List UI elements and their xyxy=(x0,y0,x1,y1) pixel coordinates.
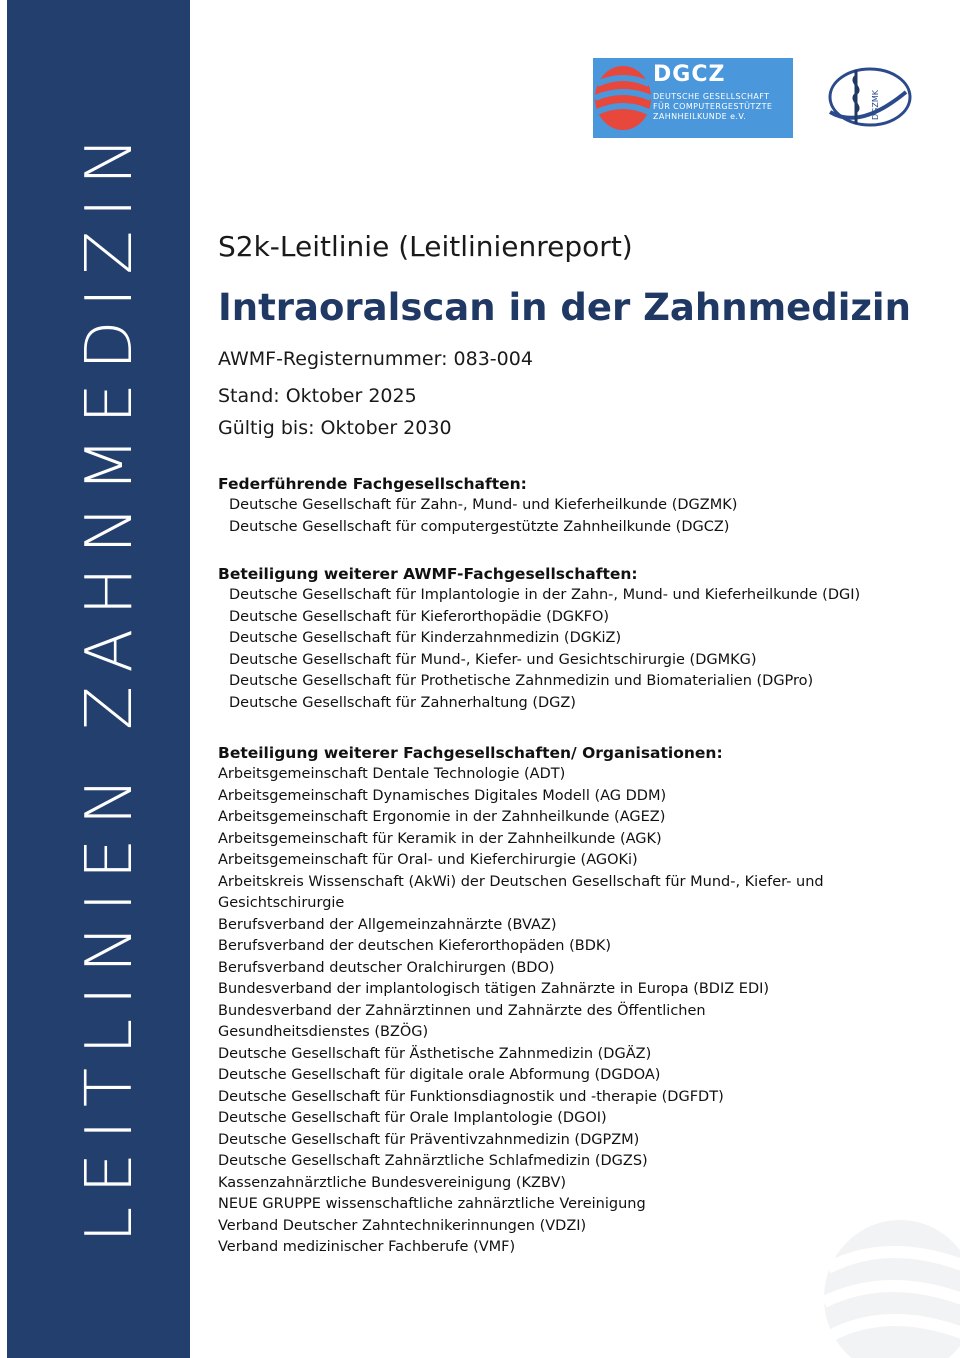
list-item: NEUE GRUPPE wissenschaftliche zahnärztliche Vereinigung xyxy=(218,1196,646,1212)
dgzmk-logo xyxy=(820,62,914,132)
document-subtitle: S2k-Leitlinie (Leitlinienreport) xyxy=(218,230,633,263)
list-item: Berufsverband der deutschen Kieferorthopäden (BDK) xyxy=(218,938,612,954)
dgcz-logo xyxy=(593,58,793,138)
list-item: Deutsche Gesellschaft für Zahnerhaltung (DGZ) xyxy=(229,694,576,711)
register-number: AWMF-Registernummer: 083-004 xyxy=(218,348,533,370)
list-item: Gesichtschirurgie xyxy=(218,895,345,911)
section-heading: Beteiligung weiterer Fachgesellschaften/ Organisationen: xyxy=(218,744,723,762)
sidebar-vertical-title: LEITLINIEN ZAHNMEDIZIN xyxy=(73,123,147,1243)
list-item: Bundesverband der Zahnärztinnen und Zahnärzte des Öffentlichen xyxy=(218,1002,706,1019)
list-item: Kassenzahnärztliche Bundesvereinigung (KZBV) xyxy=(218,1174,567,1191)
list-item: Arbeitsgemeinschaft Ergonomie in der Zahnheilkunde (AGEZ) xyxy=(218,809,666,825)
list-item: Arbeitsgemeinschaft Dynamisches Digitales Modell (AG DDM) xyxy=(218,787,667,804)
list-item: Arbeitsgemeinschaft für Keramik in der Zahnheilkunde (AGK) xyxy=(218,830,662,847)
list-item: Gesundheitsdienstes (BZÖG) xyxy=(218,1024,429,1040)
list-item: Deutsche Gesellschaft für Kinderzahnmedizin (DGKiZ) xyxy=(229,630,622,646)
list-item: Verband Deutscher Zahntechnikerinnungen (VDZI) xyxy=(218,1217,587,1234)
list-item: Deutsche Gesellschaft für Implantologie in der Zahn-, Mund- und Kieferheilkunde (DGI) xyxy=(229,587,861,603)
stand-date: Stand: Oktober 2025 xyxy=(218,385,417,407)
list-item: Berufsverband deutscher Oralchirurgen (BDO) xyxy=(218,959,555,976)
list-item: Deutsche Gesellschaft für Funktionsdiagnostik und -therapie (DGFDT) xyxy=(218,1088,724,1105)
list-item: Deutsche Gesellschaft für computergestützte Zahnheilkunde (DGCZ) xyxy=(229,518,730,535)
list-item: Arbeitsgemeinschaft für Oral- und Kieferchirurgie (AGOKi) xyxy=(218,852,638,868)
section-heading: Federführende Fachgesellschaften: xyxy=(218,475,527,493)
list-item: Berufsverband der Allgemeinzahnärzte (BVAZ) xyxy=(218,916,557,933)
dgcz-logo-name: DGCZ xyxy=(653,62,726,87)
list-item: Deutsche Gesellschaft für Zahn-, Mund- und Kieferheilkunde (DGZMK) xyxy=(229,497,738,513)
valid-until: Gültig bis: Oktober 2030 xyxy=(218,417,452,439)
list-item: Deutsche Gesellschaft für Präventivzahnmedizin (DGPZM) xyxy=(218,1131,640,1148)
list-item: Deutsche Gesellschaft für Prothetische Zahnmedizin und Biomaterialien (DGPro) xyxy=(229,673,814,689)
section-heading: Beteiligung weiterer AWMF-Fachgesellschaften: xyxy=(218,565,638,583)
list-item: Deutsche Gesellschaft für Orale Implantologie (DGOI) xyxy=(218,1110,607,1126)
document-title: Intraoralscan in der Zahnmedizin xyxy=(218,286,911,329)
dgcz-mark-icon xyxy=(593,58,653,138)
list-item: Deutsche Gesellschaft für digitale orale Abformung (DGDOA) xyxy=(218,1067,661,1083)
list-item: Arbeitskreis Wissenschaft (AkWi) der Deutschen Gesellschaft für Mund-, Kiefer- und xyxy=(218,873,824,890)
watermark-logo xyxy=(820,1218,960,1358)
dgcz-logo-subtitle: DEUTSCHE GESELLSCHAFT FÜR COMPUTERGESTÜTZTE ZAHNHEILKUNDE e.V. xyxy=(653,92,773,121)
other-organisations-section xyxy=(218,742,918,1259)
list-item: Arbeitsgemeinschaft Dentale Technologie (ADT) xyxy=(218,766,566,782)
list-item: Bundesverband der implantologisch tätigen Zahnärzte in Europa (BDIZ EDI) xyxy=(218,981,770,997)
list-item: Deutsche Gesellschaft für Ästhetische Zahnmedizin (DGÄZ) xyxy=(218,1045,652,1062)
list-item: Deutsche Gesellschaft Zahnärztliche Schlafmedizin (DGZS) xyxy=(218,1153,648,1169)
awmf-societies-section xyxy=(218,563,918,714)
lead-societies-section xyxy=(218,473,918,538)
list-item: Deutsche Gesellschaft für Mund-, Kiefer- und Gesichtschirurgie (DGMKG) xyxy=(229,651,757,668)
dgzmk-logo-text: DGZMK xyxy=(871,90,880,120)
sidebar-band xyxy=(7,0,190,1358)
list-item: Deutsche Gesellschaft für Kieferorthopädie (DGKFO) xyxy=(229,608,610,625)
list-item: Verband medizinischer Fachberufe (VMF) xyxy=(218,1239,516,1255)
